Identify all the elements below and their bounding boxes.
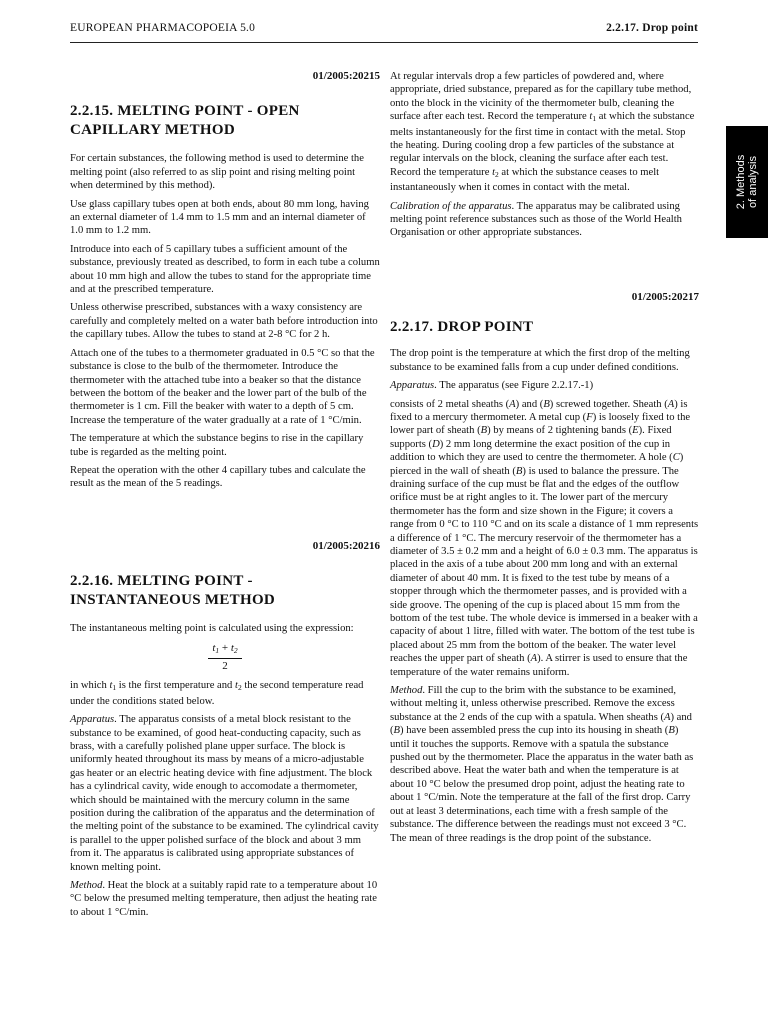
apparatus-paragraph: Apparatus. The apparatus (see Figure 2.2.17.-1) xyxy=(390,380,594,392)
chapter-side-tab-label xyxy=(735,155,759,209)
paragraph: in which $t_1$ is the first temperature and $t_2$ the second temperature read under the conditions stated below. xyxy=(70,680,364,707)
paragraph: Use glass capillary tubes open at both ends, about 80 mm long, having an external diameter of 1.4 mm to 1.5 mm and an internal diameter of 1.0 mm to 1.2 mm. xyxy=(70,198,369,237)
paragraph: The temperature at which the substance begins to rise in the capillary tube is regarded as the melting point. xyxy=(70,433,364,458)
paragraph: Introduce into each of 5 capillary tubes a sufficient amount of the substance, previously treated as described, to form in each tube a column about 10 mm high and allow the tubes to stand for the appropriate time and at the prescribed temperature. xyxy=(70,243,380,296)
section-title-2-2-16 xyxy=(70,572,380,610)
running-header xyxy=(70,22,698,40)
formula-denominator: 2 xyxy=(222,659,228,672)
paragraph: Repeat the operation with the other 4 capillary tubes and calculate the result as the mean of the 5 readings. xyxy=(70,464,366,490)
section-id-20216: 01/2005:20216 xyxy=(312,539,380,552)
side-tab-line-1: 2. Methods xyxy=(735,154,747,210)
current-section-title: 2.2.17. Drop point xyxy=(606,22,698,34)
chapter-side-tab xyxy=(726,126,768,238)
paragraph: The instantaneous melting point is calculated using the expression: xyxy=(70,623,354,635)
apparatus-paragraph: Apparatus. The apparatus consists of a metal block resistant to the substance to be examined, of good heat-conducting capacity, such as brass, with a carefully polished plane upper surface. The block is uniformly heated throughout its mass by means of a micro-adjustable gas heater or an electric heating device with fine adjustment. The block has a cylindrical cavity, wide enough to accomodate a thermometer, which should be maintained with the mercury column in the same position during the calibration of the apparatus and the determination of the melting point of the substance to be examined. The cylindrical cavity is parallel to the upper polished surface of the block and about 3 mm from it. The apparatus is calibrated using appropriate substances of known melting point. xyxy=(70,714,379,873)
paragraph: At regular intervals drop a few particles of powdered and, where appropriate, dried substance, prepared as for the capillary tube method, onto the block in the vicinity of the thermometer bulb, cleaning the surface after each test. Record the temperature $t_1$ at which the substance melts instantaneously for the first time in contact with the metal. Stop the heating. During cooling drop a few particles of the substance at regular intervals on the block, cleaning the surface after each test. Record the temperature $t_2$ at which the substance ceases to melt instantaneously when it comes in contact with the metal. xyxy=(390,71,695,194)
section-title-line-2: INSTANTANEOUS METHOD xyxy=(70,592,276,609)
formula-numerator: $t_1 + t_2$ xyxy=(208,642,241,659)
section-id-20215: 01/2005:20215 xyxy=(312,70,380,82)
publication-title: EUROPEAN PHARMACOPOEIA 5.0 xyxy=(70,22,256,34)
formula-fraction xyxy=(208,642,241,674)
method-paragraph: Method. Fill the cup to the brim with the substance to be examined, without melting it, unless otherwise prescribed. Remove the excess substance at the 2 ends of the cup with a spatula. When sheaths (A) and (B) have been assembled press the cup into its housing in sheath (B) until it touches the supports. Remove with a spatula the substance pushed out by the thermometer. Place the apparatus in the water bath as described above. Heat the water bath and when the temperature is at about 10 °C below the presumed drop point, adjust the heating rate to about 1 °C/min. Note the temperature at the fall of the first drop. Carry out at least 3 determinations, each time with a fresh sample of the substance. The difference between the readings must not exceed 3 °C. The mean of three readings is the drop point of the substance. xyxy=(390,685,694,844)
paragraph: Unless otherwise prescribed, substances with a waxy consistency are carefully and completely melted on a water bath before introduction into the capillary tubes. Allow the tubes to stand at 2-8 °C for 2 h. xyxy=(70,302,378,341)
method-paragraph: Method. Heat the block at a suitably rapid rate to a temperature about 10 °C below the presumed melting temperature, then adjust the heating rate to about 1 °C/min. xyxy=(70,880,378,918)
melting-point-formula xyxy=(70,642,380,674)
section-title-line-1: 2.2.16. MELTING POINT - xyxy=(70,573,253,590)
calibration-paragraph: Calibration of the apparatus. The apparatus may be calibrated using melting point reference substances such as those of the World Health Organisation or other appropriate substances. xyxy=(390,200,682,239)
apparatus-description-paragraph: consists of 2 metal sheaths (A) and (B) screwed together. Sheath (A) is fixed to a mercury thermometer. A metal cup (F) is loosely fixed to the lower part of sheath (B) by means of 2 tightening bands (E). Fixed supports (D) 2 mm long determine the exact position of the cup in addition to which they are used to centre the thermometer. A hole (C) pierced in the wall of sheath (B) is used to balance the pressure. The draining surface of the cup must be flat and the edges of the outflow orifice must be at right angles to it. The lower part of the mercury thermometer has the form and size shown in the Figure; it covers a range from 0 °C to 110 °C and on its scale a distance of 1 mm represents a difference of 1 °C. The mercury reservoir of the thermometer has a diameter of 3.5 ± 0.2 mm and a height of 6.0 ± 0.3 mm. The apparatus is placed in the axis of a tube about 200 mm long and with an external diameter of about 40 mm. It is fixed to the test tube by means of a stopper through which the thermometer passes, and is provided with a side groove. The opening of the cup is placed about 15 mm from the bottom of the test tube. The whole device is immersed in a beaker with a capacity of about 1 litre, filled with water. The bottom of the test tube is placed about 25 mm from the bottom of the beaker. The water level reaches the upper part of sheath (A). A stirrer is used to ensure that the temperature of the water remains uniform. xyxy=(390,398,699,678)
paragraph: For certain substances, the following method is used to determine the melting point (also referred to as slip point and rising melting point when determined by this method). xyxy=(70,153,364,192)
section-title-2-2-15 xyxy=(70,102,380,140)
paragraph: Attach one of the tubes to a thermometer graduated in 0.5 °C so that the substance is close to the bulb of the thermometer. Introduce the thermometer with the attached tube into a beaker so that the distance between the bottom of the beaker and the lower part of the bulb of the thermometer is 1 cm. Fill the beaker with water to a depth of 5 cm. Increase the temperature of the water gradually at a rate of 1 °C/min. xyxy=(70,347,375,426)
right-column xyxy=(390,70,699,850)
side-tab-line-2: of analysis xyxy=(747,156,759,208)
section-title-line-2: CAPILLARY METHOD xyxy=(70,122,235,139)
left-column xyxy=(70,70,380,924)
section-title-2-2-17: 2.2.17. DROP POINT xyxy=(390,319,534,336)
section-title-line-1: 2.2.15. MELTING POINT - OPEN xyxy=(70,103,300,120)
header-divider xyxy=(70,42,698,43)
section-id-20217: 01/2005:20217 xyxy=(631,290,699,303)
paragraph: The drop point is the temperature at which the first drop of the melting substance to be examined falls from a cup under defined conditions. xyxy=(390,348,690,373)
